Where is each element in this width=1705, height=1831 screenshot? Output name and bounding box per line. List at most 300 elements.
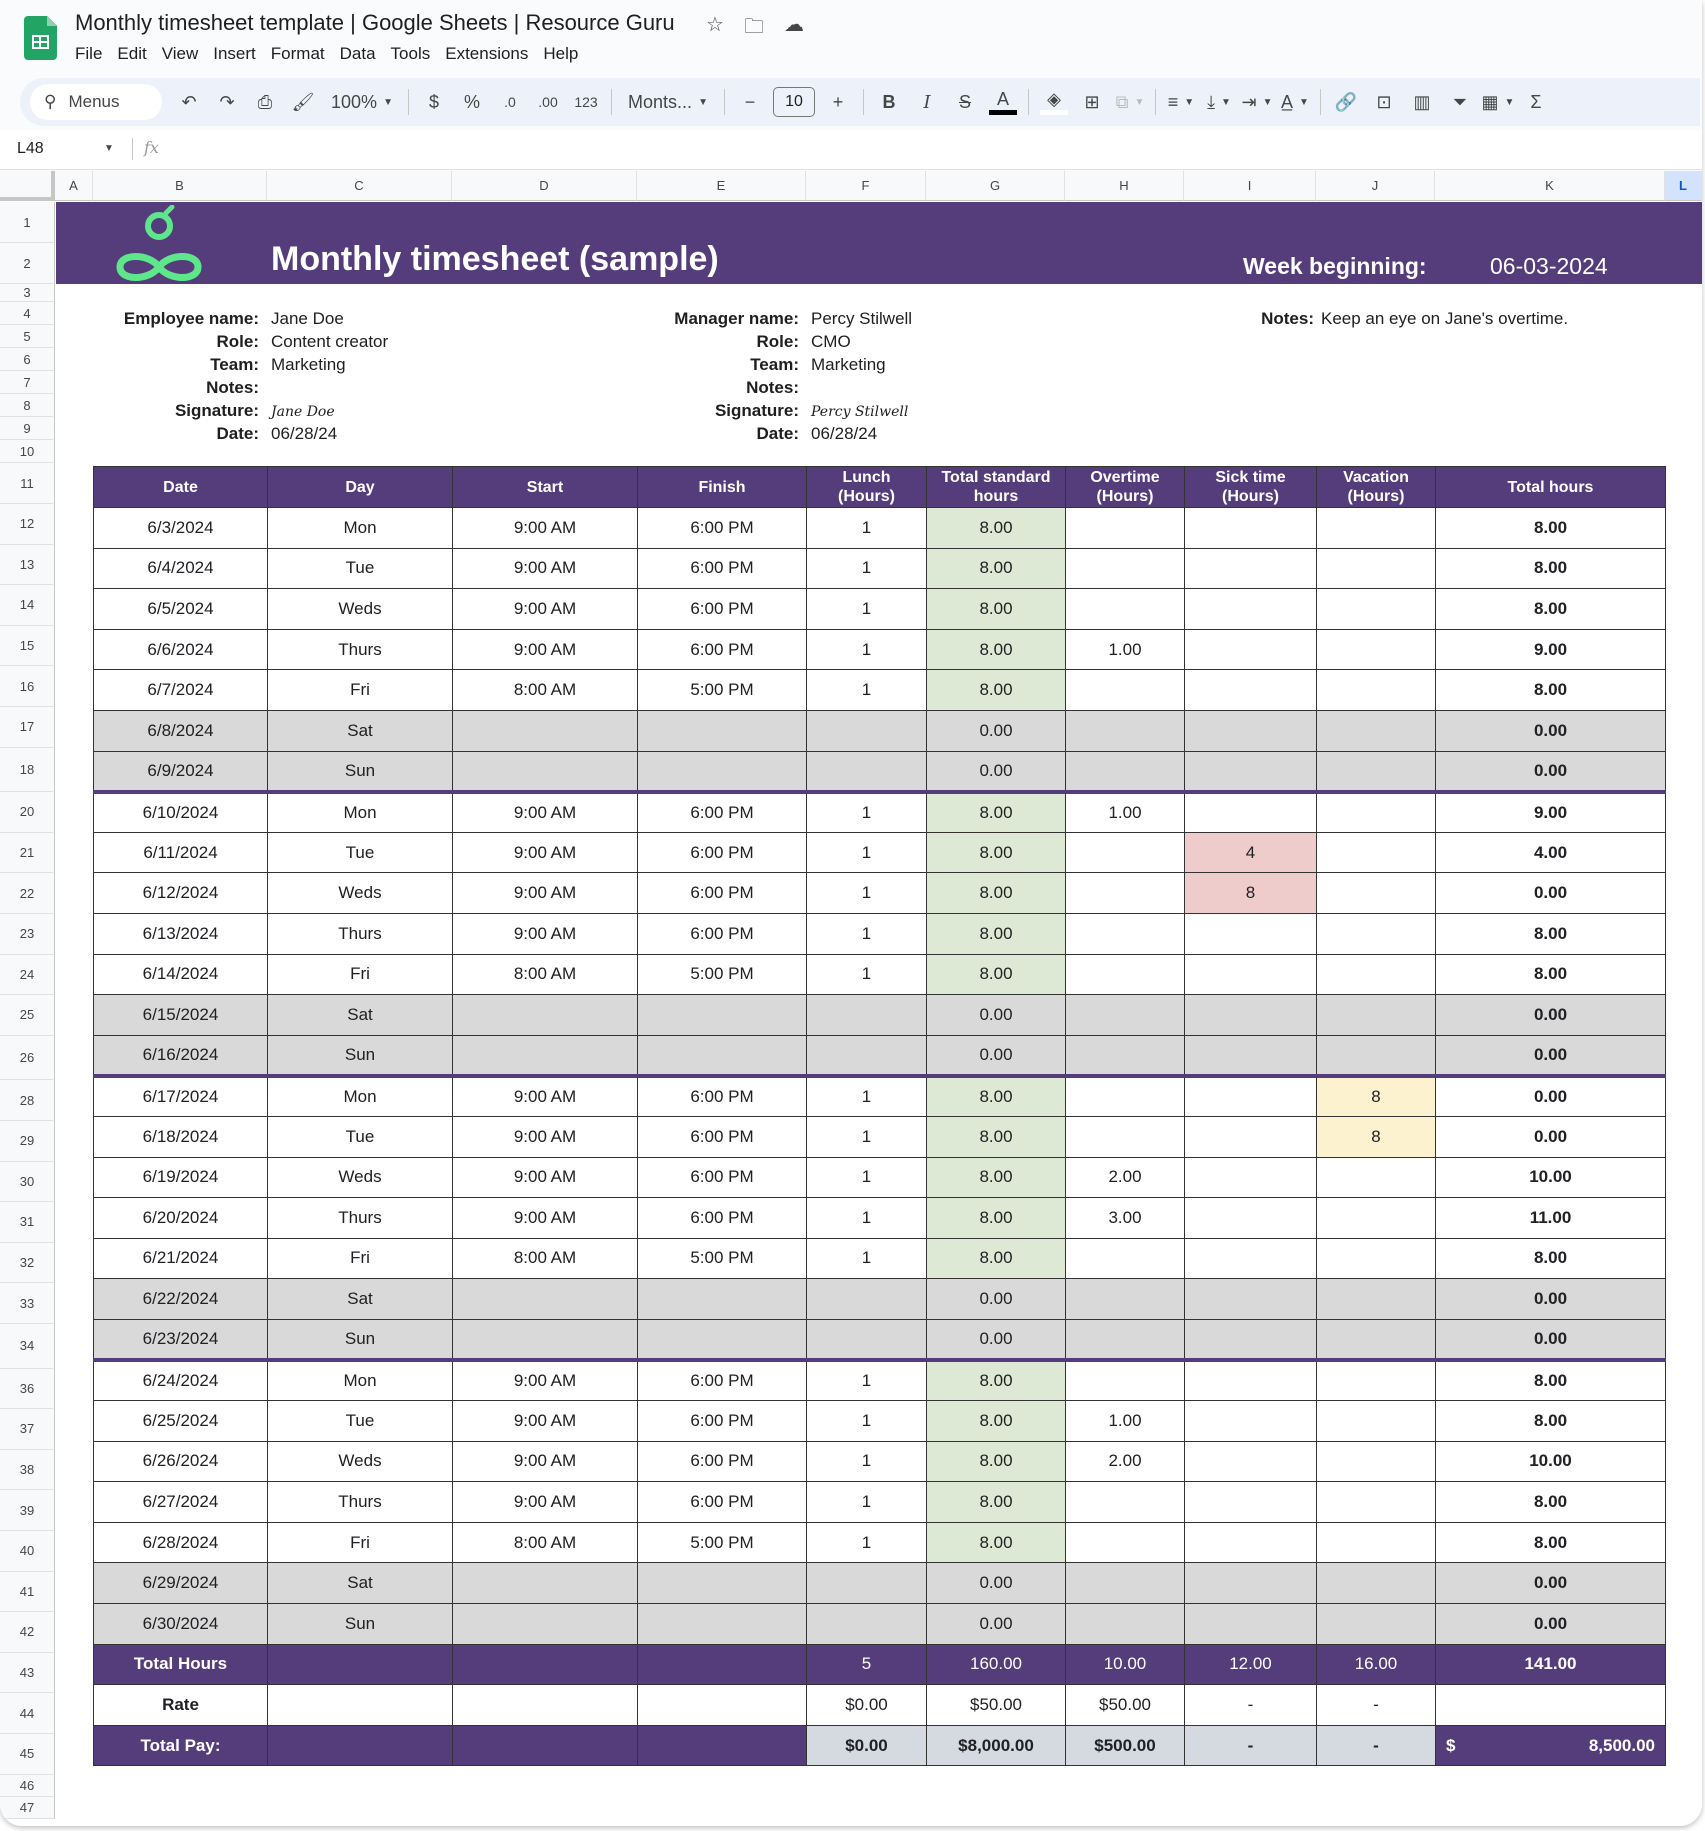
cell-vacation[interactable] [1317, 954, 1436, 995]
cell-start[interactable]: 9:00 AM [453, 792, 638, 833]
cell-start[interactable] [453, 1604, 638, 1645]
column-header-f[interactable]: F [806, 171, 926, 201]
cell-total[interactable]: 0.00 [1436, 873, 1666, 914]
cell-vacation[interactable] [1317, 913, 1436, 954]
cell-finish[interactable] [638, 1563, 807, 1604]
cell-total[interactable]: 9.00 [1436, 792, 1666, 833]
currency-format-button[interactable]: $ [428, 91, 439, 112]
cell-overtime[interactable] [1066, 1116, 1185, 1157]
cell-lunch[interactable]: 1 [807, 548, 927, 589]
row-header[interactable]: 15 [0, 626, 55, 667]
cell-overtime[interactable] [1066, 1360, 1185, 1401]
cell-day[interactable]: Thurs [268, 1482, 453, 1523]
cell-vacation[interactable] [1317, 832, 1436, 873]
cell-lunch[interactable]: 1 [807, 873, 927, 914]
header-day[interactable]: Day [268, 467, 453, 508]
font-select[interactable] [618, 85, 718, 119]
row-header[interactable]: 23 [0, 914, 55, 955]
cell-overtime[interactable] [1066, 710, 1185, 751]
document-title[interactable]: Monthly timesheet template | Google Sheets | Resource Guru [75, 10, 675, 35]
total-pay-label[interactable]: Total Pay: [94, 1725, 268, 1766]
cell-overtime[interactable]: 1.00 [1066, 1401, 1185, 1442]
table-cell[interactable] [268, 1685, 453, 1726]
cell-lunch[interactable]: 1 [807, 1157, 927, 1198]
decrease-font-size-button[interactable]: − [744, 91, 756, 112]
cell-day[interactable]: Tue [268, 1401, 453, 1442]
insert-comment-icon[interactable]: ⊡ [1376, 91, 1392, 112]
google-sheets-logo-icon[interactable] [24, 16, 57, 60]
cell-day[interactable]: Sat [268, 710, 453, 751]
row-header[interactable]: 2 [0, 243, 55, 284]
cell-finish[interactable]: 6:00 PM [638, 873, 807, 914]
cell-vacation[interactable] [1317, 1563, 1436, 1604]
cell-total[interactable]: 0.00 [1436, 751, 1666, 792]
column-header-j[interactable]: J [1316, 171, 1435, 201]
font-size-input[interactable]: 10 [773, 87, 815, 117]
cell-day[interactable]: Fri [268, 954, 453, 995]
rate-lunch[interactable]: $0.00 [807, 1685, 927, 1726]
cell-overtime[interactable] [1066, 1522, 1185, 1563]
employee-date-value[interactable]: 06/28/24 [271, 424, 338, 443]
row-header[interactable]: 29 [0, 1121, 55, 1162]
cell-day[interactable]: Tue [268, 548, 453, 589]
row-header[interactable]: 21 [0, 833, 55, 874]
menu-tools[interactable]: Tools [390, 44, 431, 63]
rate-overtime[interactable]: $50.00 [1066, 1685, 1185, 1726]
cell-start[interactable] [453, 710, 638, 751]
borders-icon[interactable]: ⊞ [1084, 91, 1100, 112]
cell-date[interactable]: 6/13/2024 [94, 913, 268, 954]
redo-icon[interactable]: ↷ [219, 91, 235, 112]
employee-role-value[interactable]: Content creator [271, 332, 389, 351]
cell-overtime[interactable] [1066, 1035, 1185, 1076]
cell-date[interactable]: 6/6/2024 [94, 629, 268, 670]
cell-finish[interactable]: 5:00 PM [638, 670, 807, 711]
total-lunch[interactable]: 5 [807, 1644, 927, 1685]
cell-day[interactable]: Mon [268, 1360, 453, 1401]
cell-total[interactable]: 0.00 [1436, 1319, 1666, 1360]
select-all-corner[interactable] [0, 171, 55, 201]
cell-sick[interactable] [1185, 508, 1317, 549]
cell-date[interactable]: 6/8/2024 [94, 710, 268, 751]
name-box[interactable]: L48 [17, 140, 44, 157]
column-header-l[interactable]: L [1665, 171, 1702, 201]
column-header-e[interactable]: E [637, 171, 806, 201]
cell-total[interactable]: 0.00 [1436, 995, 1666, 1036]
cell-overtime[interactable] [1066, 1563, 1185, 1604]
cell-sick[interactable] [1185, 1116, 1317, 1157]
cell-total[interactable]: 9.00 [1436, 629, 1666, 670]
column-header-b[interactable]: B [93, 171, 267, 201]
text-color-button[interactable] [984, 85, 1022, 119]
cell-standard[interactable]: 8.00 [927, 1238, 1066, 1279]
row-header[interactable]: 46 [0, 1775, 55, 1797]
cell-finish[interactable]: 6:00 PM [638, 1157, 807, 1198]
cell-overtime[interactable] [1066, 1279, 1185, 1320]
rate-vacation[interactable]: - [1317, 1685, 1436, 1726]
table-cell[interactable] [638, 1644, 807, 1685]
total-overtime[interactable]: 10.00 [1066, 1644, 1185, 1685]
cell-vacation[interactable] [1317, 1157, 1436, 1198]
cell-vacation[interactable] [1317, 1604, 1436, 1645]
cell-sick[interactable] [1185, 1441, 1317, 1482]
cell-day[interactable]: Weds [268, 873, 453, 914]
cell-vacation[interactable] [1317, 792, 1436, 833]
cell-standard[interactable]: 0.00 [927, 995, 1066, 1036]
cell-start[interactable] [453, 1563, 638, 1604]
cell-standard[interactable]: 8.00 [927, 792, 1066, 833]
cell-day[interactable]: Tue [268, 1116, 453, 1157]
row-header[interactable]: 6 [0, 348, 55, 371]
header-vacation[interactable]: Vacation (Hours) [1317, 467, 1436, 508]
manager-name-value[interactable]: Percy Stilwell [811, 309, 913, 328]
cell-finish[interactable]: 6:00 PM [638, 1401, 807, 1442]
table-cell[interactable] [453, 1685, 638, 1726]
cell-standard[interactable]: 8.00 [927, 873, 1066, 914]
row-header[interactable]: 34 [0, 1324, 55, 1369]
cell-sick[interactable] [1185, 1035, 1317, 1076]
header-date[interactable]: Date [94, 467, 268, 508]
cell-date[interactable]: 6/24/2024 [94, 1360, 268, 1401]
cell-lunch[interactable] [807, 1604, 927, 1645]
cell-start[interactable] [453, 995, 638, 1036]
cell-standard[interactable]: 8.00 [927, 1401, 1066, 1442]
cell-date[interactable]: 6/17/2024 [94, 1076, 268, 1117]
row-header[interactable]: 32 [0, 1243, 55, 1284]
cell-lunch[interactable] [807, 1563, 927, 1604]
cell-start[interactable]: 9:00 AM [453, 913, 638, 954]
cell-overtime[interactable]: 2.00 [1066, 1441, 1185, 1482]
cell-sick[interactable] [1185, 548, 1317, 589]
cell-standard[interactable]: 8.00 [927, 1116, 1066, 1157]
cell-overtime[interactable] [1066, 873, 1185, 914]
column-header-c[interactable]: C [267, 171, 452, 201]
cell-start[interactable]: 9:00 AM [453, 1441, 638, 1482]
cell-sick[interactable] [1185, 1279, 1317, 1320]
cell-vacation[interactable] [1317, 1441, 1436, 1482]
cell-standard[interactable]: 8.00 [927, 954, 1066, 995]
manager-team-value[interactable]: Marketing [811, 355, 886, 374]
cell-standard[interactable]: 8.00 [927, 1198, 1066, 1239]
cell-finish[interactable] [638, 710, 807, 751]
employee-name-value[interactable]: Jane Doe [271, 309, 344, 328]
cell-lunch[interactable] [807, 751, 927, 792]
cell-start[interactable]: 9:00 AM [453, 1198, 638, 1239]
cell-lunch[interactable]: 1 [807, 1482, 927, 1523]
cell-finish[interactable]: 6:00 PM [638, 548, 807, 589]
row-header[interactable]: 33 [0, 1283, 55, 1324]
cell-total[interactable]: 0.00 [1436, 1035, 1666, 1076]
cell-day[interactable]: Thurs [268, 629, 453, 670]
cell-start[interactable]: 8:00 AM [453, 954, 638, 995]
table-cell[interactable] [268, 1725, 453, 1766]
row-header[interactable]: 9 [0, 417, 55, 440]
header-lunch[interactable]: Lunch (Hours) [807, 467, 927, 508]
cell-date[interactable]: 6/18/2024 [94, 1116, 268, 1157]
row-header[interactable]: 36 [0, 1369, 55, 1410]
cell-sick[interactable] [1185, 1076, 1317, 1117]
row-header[interactable]: 8 [0, 394, 55, 417]
manager-signature[interactable]: Percy Stilwell [811, 404, 909, 420]
cell-overtime[interactable]: 2.00 [1066, 1157, 1185, 1198]
cell-total[interactable]: 10.00 [1436, 1441, 1666, 1482]
cell-overtime[interactable] [1066, 954, 1185, 995]
menu-file[interactable]: File [75, 44, 103, 63]
fill-color-icon[interactable]: ◈ [1035, 85, 1073, 119]
pay-standard[interactable]: $8,000.00 [927, 1725, 1066, 1766]
row-header[interactable]: 38 [0, 1450, 55, 1491]
cell-start[interactable]: 9:00 AM [453, 1076, 638, 1117]
table-cell[interactable] [638, 1725, 807, 1766]
cell-start[interactable]: 9:00 AM [453, 832, 638, 873]
pay-lunch[interactable]: $0.00 [807, 1725, 927, 1766]
cell-day[interactable]: Thurs [268, 1198, 453, 1239]
cell-finish[interactable] [638, 1319, 807, 1360]
spreadsheet-grid[interactable] [0, 171, 1702, 1826]
table-cell[interactable] [268, 1644, 453, 1685]
cell-lunch[interactable]: 1 [807, 792, 927, 833]
column-header-i[interactable]: I [1184, 171, 1316, 201]
row-header[interactable]: 4 [0, 302, 55, 325]
undo-icon[interactable]: ↶ [181, 91, 197, 112]
cell-total[interactable]: 8.00 [1436, 548, 1666, 589]
increase-decimal-button[interactable]: .00 [538, 94, 558, 110]
cell-lunch[interactable] [807, 1279, 927, 1320]
cell-finish[interactable]: 6:00 PM [638, 1482, 807, 1523]
pay-sick[interactable]: - [1185, 1725, 1317, 1766]
cell-day[interactable]: Fri [268, 1522, 453, 1563]
cell-day[interactable]: Mon [268, 1076, 453, 1117]
row-header[interactable]: 40 [0, 1531, 55, 1572]
cell-vacation[interactable] [1317, 548, 1436, 589]
cell-total[interactable]: 0.00 [1436, 1076, 1666, 1117]
cell-finish[interactable]: 5:00 PM [638, 1238, 807, 1279]
print-icon[interactable]: ⎙ [257, 91, 273, 112]
cell-total[interactable]: 0.00 [1436, 710, 1666, 751]
zoom-select[interactable] [322, 85, 402, 119]
row-header[interactable]: 22 [0, 873, 55, 914]
italic-button[interactable]: I [923, 91, 931, 113]
row-header[interactable]: 43 [0, 1653, 55, 1694]
cell-day[interactable]: Sat [268, 1279, 453, 1320]
cell-sick[interactable] [1185, 1198, 1317, 1239]
cell-overtime[interactable] [1066, 1482, 1185, 1523]
cell-total[interactable]: 8.00 [1436, 1360, 1666, 1401]
week-beginning-value[interactable]: 06-03-2024 [1490, 253, 1608, 279]
cell-date[interactable]: 6/10/2024 [94, 792, 268, 833]
cell-date[interactable]: 6/11/2024 [94, 832, 268, 873]
cell-total[interactable]: 8.00 [1436, 1238, 1666, 1279]
cell-vacation[interactable] [1317, 995, 1436, 1036]
employee-signature[interactable]: Jane Doe [271, 404, 335, 420]
cell-lunch[interactable]: 1 [807, 913, 927, 954]
cell-start[interactable] [453, 751, 638, 792]
chevron-down-icon[interactable]: ▼ [104, 143, 114, 154]
cell-sick[interactable] [1185, 1238, 1317, 1279]
column-header-a[interactable]: A [55, 171, 93, 201]
cell-sick[interactable] [1185, 1522, 1317, 1563]
cell-date[interactable]: 6/4/2024 [94, 548, 268, 589]
increase-font-size-button[interactable]: + [832, 91, 844, 112]
cell-day[interactable]: Sun [268, 1035, 453, 1076]
cell-sick[interactable]: 8 [1185, 873, 1317, 914]
cell-finish[interactable]: 6:00 PM [638, 508, 807, 549]
cell-sick[interactable] [1185, 1319, 1317, 1360]
cell-overtime[interactable] [1066, 1319, 1185, 1360]
strikethrough-button[interactable]: S [958, 91, 971, 112]
cell-start[interactable]: 9:00 AM [453, 589, 638, 630]
filter-views-icon[interactable]: ▦ ▼ [1481, 91, 1515, 112]
cell-start[interactable]: 9:00 AM [453, 873, 638, 914]
cell-vacation[interactable] [1317, 1198, 1436, 1239]
cell-standard[interactable]: 8.00 [927, 670, 1066, 711]
column-header-k[interactable]: K [1435, 171, 1665, 201]
cell-start[interactable]: 9:00 AM [453, 1360, 638, 1401]
cell-date[interactable]: 6/12/2024 [94, 873, 268, 914]
row-header[interactable]: 17 [0, 707, 55, 748]
menus-search-button[interactable] [30, 84, 162, 120]
cell-vacation[interactable] [1317, 629, 1436, 670]
cell-standard[interactable]: 0.00 [927, 751, 1066, 792]
cell-lunch[interactable] [807, 710, 927, 751]
cell-sick[interactable] [1185, 629, 1317, 670]
cell-overtime[interactable] [1066, 589, 1185, 630]
cell-date[interactable]: 6/23/2024 [94, 1319, 268, 1360]
cell-sick[interactable] [1185, 1482, 1317, 1523]
table-cell[interactable] [1436, 1685, 1666, 1726]
row-header[interactable]: 28 [0, 1080, 55, 1121]
cell-vacation[interactable] [1317, 1279, 1436, 1320]
vertical-align-icon[interactable]: ⤓ ▼ [1207, 91, 1231, 112]
cell-date[interactable]: 6/7/2024 [94, 670, 268, 711]
cell-day[interactable]: Mon [268, 508, 453, 549]
row-header[interactable]: 10 [0, 440, 55, 463]
cell-start[interactable]: 9:00 AM [453, 1116, 638, 1157]
cell-vacation[interactable]: 8 [1317, 1076, 1436, 1117]
notes-value[interactable]: Keep an eye on Jane's overtime. [1321, 309, 1569, 328]
cell-date[interactable]: 6/30/2024 [94, 1604, 268, 1645]
pay-vacation[interactable]: - [1317, 1725, 1436, 1766]
cell-sick[interactable] [1185, 1604, 1317, 1645]
cell-day[interactable]: Mon [268, 792, 453, 833]
menu-insert[interactable]: Insert [213, 44, 256, 63]
cell-overtime[interactable]: 3.00 [1066, 1198, 1185, 1239]
row-header[interactable]: 44 [0, 1693, 55, 1734]
total-sick[interactable]: 12.00 [1185, 1644, 1317, 1685]
row-header[interactable]: 31 [0, 1202, 55, 1243]
cell-vacation[interactable] [1317, 1401, 1436, 1442]
cell-date[interactable]: 6/19/2024 [94, 1157, 268, 1198]
header-sick-time[interactable]: Sick time (Hours) [1185, 467, 1317, 508]
cell-standard[interactable]: 0.00 [927, 710, 1066, 751]
cell-sick[interactable] [1185, 913, 1317, 954]
cell-sick[interactable] [1185, 954, 1317, 995]
text-wrapping-icon[interactable]: ⇥ ▼ [1241, 91, 1273, 112]
cell-day[interactable]: Thurs [268, 913, 453, 954]
cell-sick[interactable] [1185, 1563, 1317, 1604]
cell-total[interactable]: 0.00 [1436, 1604, 1666, 1645]
cell-date[interactable]: 6/9/2024 [94, 751, 268, 792]
cell-date[interactable]: 6/15/2024 [94, 995, 268, 1036]
cell-overtime[interactable] [1066, 832, 1185, 873]
cell-overtime[interactable]: 1.00 [1066, 629, 1185, 670]
cell-overtime[interactable] [1066, 548, 1185, 589]
column-header-g[interactable]: G [926, 171, 1065, 201]
cell-standard[interactable]: 8.00 [927, 1522, 1066, 1563]
rate-standard[interactable]: $50.00 [927, 1685, 1066, 1726]
cell-standard[interactable]: 8.00 [927, 1482, 1066, 1523]
cell-lunch[interactable]: 1 [807, 1116, 927, 1157]
cell-standard[interactable]: 8.00 [927, 629, 1066, 670]
cell-date[interactable]: 6/20/2024 [94, 1198, 268, 1239]
cell-vacation[interactable] [1317, 670, 1436, 711]
cell-overtime[interactable] [1066, 1604, 1185, 1645]
cell-sick[interactable] [1185, 710, 1317, 751]
rate-sick[interactable]: - [1185, 1685, 1317, 1726]
row-header[interactable]: 47 [0, 1797, 55, 1819]
cell-start[interactable]: 8:00 AM [453, 670, 638, 711]
total-hours-grand[interactable]: 141.00 [1436, 1644, 1666, 1685]
row-header[interactable]: 5 [0, 325, 55, 348]
cell-day[interactable]: Weds [268, 1441, 453, 1482]
cell-total[interactable]: 8.00 [1436, 954, 1666, 995]
rate-label[interactable]: Rate [94, 1685, 268, 1726]
cell-start[interactable]: 9:00 AM [453, 1401, 638, 1442]
cell-date[interactable]: 6/26/2024 [94, 1441, 268, 1482]
cell-sick[interactable] [1185, 751, 1317, 792]
cell-lunch[interactable]: 1 [807, 629, 927, 670]
cell-start[interactable] [453, 1319, 638, 1360]
row-header[interactable]: 3 [0, 284, 55, 302]
employee-team-value[interactable]: Marketing [271, 355, 346, 374]
cell-day[interactable]: Weds [268, 1157, 453, 1198]
cell-finish[interactable]: 6:00 PM [638, 1076, 807, 1117]
cell-start[interactable]: 8:00 AM [453, 1522, 638, 1563]
cell-standard[interactable]: 0.00 [927, 1563, 1066, 1604]
cell-lunch[interactable]: 1 [807, 832, 927, 873]
cell-overtime[interactable] [1066, 1076, 1185, 1117]
cell-finish[interactable] [638, 1279, 807, 1320]
cell-standard[interactable]: 8.00 [927, 589, 1066, 630]
cell-start[interactable]: 9:00 AM [453, 1157, 638, 1198]
star-icon[interactable]: ☆ [706, 14, 724, 36]
insert-chart-icon[interactable]: ▥ [1413, 91, 1431, 112]
row-header[interactable]: 12 [0, 504, 55, 545]
text-rotation-icon[interactable]: A̲ ▼ [1281, 91, 1309, 112]
menu-edit[interactable]: Edit [117, 44, 147, 63]
cell-overtime[interactable]: 1.00 [1066, 792, 1185, 833]
row-header[interactable]: 42 [0, 1612, 55, 1653]
row-header[interactable]: 41 [0, 1572, 55, 1613]
cell-standard[interactable]: 0.00 [927, 1319, 1066, 1360]
cell-standard[interactable]: 0.00 [927, 1035, 1066, 1076]
cell-day[interactable]: Sat [268, 995, 453, 1036]
cell-day[interactable]: Fri [268, 1238, 453, 1279]
cell-standard[interactable]: 0.00 [927, 1604, 1066, 1645]
cell-finish[interactable]: 6:00 PM [638, 792, 807, 833]
cell-finish[interactable]: 6:00 PM [638, 1198, 807, 1239]
row-header[interactable]: 13 [0, 545, 55, 586]
column-header-h[interactable]: H [1065, 171, 1184, 201]
row-header[interactable]: 7 [0, 371, 55, 394]
row-header[interactable]: 30 [0, 1162, 55, 1203]
cell-lunch[interactable] [807, 1035, 927, 1076]
cell-sick[interactable] [1185, 670, 1317, 711]
cell-date[interactable]: 6/25/2024 [94, 1401, 268, 1442]
cell-vacation[interactable] [1317, 1522, 1436, 1563]
cell-standard[interactable]: 8.00 [927, 1157, 1066, 1198]
header-total-standard[interactable]: Total standard hours [927, 467, 1066, 508]
